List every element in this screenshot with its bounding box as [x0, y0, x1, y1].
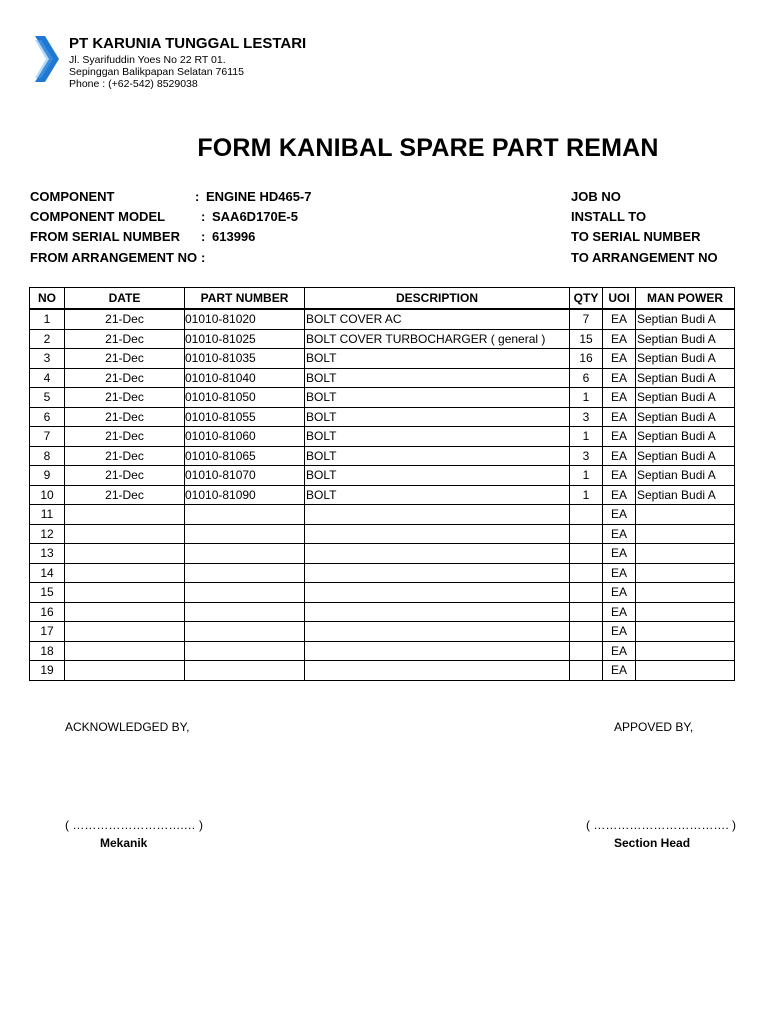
table-row: [30, 622, 735, 642]
cell-description: [305, 622, 570, 642]
cell-date: 21-Dec: [65, 329, 185, 349]
mekanik-signature-line: ( ……………………….… ): [65, 818, 203, 832]
cell-part-number: 01010-81070: [185, 466, 305, 486]
table-row: [30, 661, 735, 681]
cell-man-power: Septian Budi A: [636, 427, 735, 447]
cell-qty: [570, 524, 603, 544]
cell-date: 21-Dec: [65, 388, 185, 408]
table-row: [30, 641, 735, 661]
cell-man-power: Septian Budi A: [636, 309, 735, 329]
acknowledged-by-heading: ACKNOWLEDGED BY,: [65, 720, 190, 734]
cell-description: [305, 583, 570, 603]
cell-description: [305, 661, 570, 681]
info-value-component-model: SAA6D170E-5: [212, 209, 298, 224]
header-date: DATE: [65, 288, 185, 310]
cell-date: [65, 661, 185, 681]
cell-no: 2: [30, 329, 65, 349]
cell-man-power: [636, 602, 735, 622]
table-row: [30, 349, 735, 369]
cell-qty: 16: [570, 349, 603, 369]
cell-date: 21-Dec: [65, 309, 185, 329]
cell-date: 21-Dec: [65, 485, 185, 505]
cell-man-power: [636, 641, 735, 661]
cell-man-power: Septian Budi A: [636, 407, 735, 427]
info-sep-from-arrangement: :: [201, 250, 206, 265]
cell-no: 8: [30, 446, 65, 466]
cell-description: BOLT COVER AC: [305, 309, 570, 329]
cell-no: 5: [30, 388, 65, 408]
cell-part-number: 01010-81035: [185, 349, 305, 369]
cell-uoi: EA: [603, 466, 636, 486]
company-logo-icon: [33, 36, 61, 82]
cell-no: 7: [30, 427, 65, 447]
cell-no: 19: [30, 661, 65, 681]
cell-date: [65, 622, 185, 642]
cell-part-number: 01010-81050: [185, 388, 305, 408]
cell-man-power: Septian Budi A: [636, 446, 735, 466]
cell-no: 1: [30, 309, 65, 329]
cell-qty: [570, 583, 603, 603]
info-label-component-model: COMPONENT MODEL: [30, 209, 166, 224]
cell-description: [305, 641, 570, 661]
cell-no: 17: [30, 622, 65, 642]
table-row: [30, 485, 735, 505]
cell-uoi: EA: [603, 446, 636, 466]
cell-no: 10: [30, 485, 65, 505]
cell-part-number: 01010-81090: [185, 485, 305, 505]
cell-date: [65, 505, 185, 525]
cell-man-power: [636, 505, 735, 525]
cell-date: [65, 524, 185, 544]
cell-uoi: EA: [603, 407, 636, 427]
cell-date: 21-Dec: [65, 427, 185, 447]
cell-description: [305, 563, 570, 583]
table-row: [30, 309, 735, 329]
cell-qty: [570, 563, 603, 583]
cell-uoi: EA: [603, 661, 636, 681]
cell-part-number: [185, 563, 305, 583]
cell-description: [305, 602, 570, 622]
info-label-to-serial: TO SERIAL NUMBER: [571, 229, 701, 244]
cell-no: 6: [30, 407, 65, 427]
cell-description: BOLT: [305, 466, 570, 486]
cell-description: [305, 544, 570, 564]
cell-man-power: Septian Budi A: [636, 349, 735, 369]
cell-man-power: [636, 563, 735, 583]
cell-description: BOLT: [305, 427, 570, 447]
cell-uoi: EA: [603, 349, 636, 369]
info-label-install-to: INSTALL TO: [571, 209, 647, 224]
cell-part-number: 01010-81065: [185, 446, 305, 466]
cell-date: 21-Dec: [65, 368, 185, 388]
cell-no: 14: [30, 563, 65, 583]
cell-qty: 6: [570, 368, 603, 388]
cell-man-power: Septian Budi A: [636, 388, 735, 408]
info-sep-component-model: :: [201, 209, 206, 224]
cell-uoi: EA: [603, 583, 636, 603]
cell-part-number: [185, 622, 305, 642]
section-head-signature-line: ( ……………………………. ): [586, 818, 736, 832]
company-name: PT KARUNIA TUNGGAL LESTARI: [69, 35, 307, 52]
cell-no: 15: [30, 583, 65, 603]
cell-uoi: EA: [603, 622, 636, 642]
cell-uoi: EA: [603, 427, 636, 447]
info-label-to-arrangement: TO ARRANGEMENT NO: [571, 250, 718, 265]
cell-man-power: [636, 544, 735, 564]
info-value-from-serial: 613996: [212, 229, 256, 244]
cell-qty: [570, 661, 603, 681]
mekanik-role: Mekanik: [100, 836, 148, 850]
cell-description: [305, 505, 570, 525]
table-row: [30, 544, 735, 564]
cell-man-power: [636, 661, 735, 681]
cell-part-number: [185, 524, 305, 544]
cell-man-power: [636, 524, 735, 544]
cell-qty: 1: [570, 485, 603, 505]
cell-no: 3: [30, 349, 65, 369]
cell-no: 16: [30, 602, 65, 622]
header-qty: QTY: [570, 288, 603, 310]
info-label-from-serial: FROM SERIAL NUMBER: [30, 229, 180, 244]
company-address-line1: Jl. Syarifuddin Yoes No 22 RT 01.: [69, 54, 226, 66]
cell-date: [65, 583, 185, 603]
cell-man-power: [636, 583, 735, 603]
table-row: [30, 583, 735, 603]
table-row: [30, 466, 735, 486]
cell-qty: [570, 602, 603, 622]
info-label-from-arrangement: FROM ARRANGEMENT NO: [30, 250, 198, 265]
table-header-row: [30, 288, 735, 310]
company-phone: Phone : (+62-542) 8529038: [69, 78, 198, 90]
cell-qty: 15: [570, 329, 603, 349]
spare-part-table: [29, 287, 735, 681]
cell-uoi: EA: [603, 368, 636, 388]
cell-man-power: [636, 622, 735, 642]
header-man-power: MAN POWER: [636, 288, 735, 310]
info-label-job-no: JOB NO: [571, 189, 621, 204]
cell-part-number: 01010-81040: [185, 368, 305, 388]
cell-description: BOLT COVER TURBOCHARGER ( general ): [305, 329, 570, 349]
cell-date: [65, 544, 185, 564]
section-head-role: Section Head: [614, 836, 691, 850]
cell-qty: 3: [570, 446, 603, 466]
cell-uoi: EA: [603, 544, 636, 564]
cell-qty: 1: [570, 427, 603, 447]
header-description: DESCRIPTION: [305, 288, 570, 310]
cell-part-number: [185, 505, 305, 525]
header-uoi: UOI: [603, 288, 636, 310]
cell-uoi: EA: [603, 388, 636, 408]
info-sep-from-serial: :: [201, 229, 206, 244]
cell-date: [65, 563, 185, 583]
cell-uoi: EA: [603, 602, 636, 622]
cell-qty: 1: [570, 388, 603, 408]
cell-qty: 7: [570, 309, 603, 329]
cell-part-number: 01010-81020: [185, 309, 305, 329]
cell-uoi: EA: [603, 485, 636, 505]
cell-description: BOLT: [305, 485, 570, 505]
cell-part-number: [185, 544, 305, 564]
table-row: [30, 524, 735, 544]
cell-qty: [570, 544, 603, 564]
cell-uoi: EA: [603, 329, 636, 349]
cell-uoi: EA: [603, 309, 636, 329]
cell-description: BOLT: [305, 407, 570, 427]
table-row: [30, 388, 735, 408]
cell-date: 21-Dec: [65, 466, 185, 486]
cell-description: [305, 524, 570, 544]
cell-date: 21-Dec: [65, 349, 185, 369]
cell-part-number: 01010-81025: [185, 329, 305, 349]
info-value-component: ENGINE HD465-7: [206, 189, 312, 204]
approved-by-heading: APPOVED BY,: [614, 720, 694, 734]
cell-no: 9: [30, 466, 65, 486]
cell-uoi: EA: [603, 524, 636, 544]
cell-description: BOLT: [305, 446, 570, 466]
cell-date: 21-Dec: [65, 446, 185, 466]
cell-uoi: EA: [603, 641, 636, 661]
header-part-number: PART NUMBER: [185, 288, 305, 310]
cell-qty: [570, 622, 603, 642]
cell-qty: 3: [570, 407, 603, 427]
cell-man-power: Septian Budi A: [636, 485, 735, 505]
cell-part-number: [185, 602, 305, 622]
cell-no: 12: [30, 524, 65, 544]
cell-part-number: [185, 583, 305, 603]
cell-date: [65, 641, 185, 661]
info-sep-component: :: [195, 189, 200, 204]
table-row: [30, 602, 735, 622]
cell-description: BOLT: [305, 368, 570, 388]
cell-man-power: Septian Budi A: [636, 368, 735, 388]
cell-man-power: Septian Budi A: [636, 329, 735, 349]
cell-qty: [570, 641, 603, 661]
cell-part-number: 01010-81055: [185, 407, 305, 427]
table-row: [30, 427, 735, 447]
header-no: NO: [30, 288, 65, 310]
cell-date: 21-Dec: [65, 407, 185, 427]
table-row: [30, 368, 735, 388]
cell-description: BOLT: [305, 349, 570, 369]
table-row: [30, 563, 735, 583]
cell-no: 4: [30, 368, 65, 388]
cell-qty: 1: [570, 466, 603, 486]
cell-date: [65, 602, 185, 622]
cell-part-number: [185, 661, 305, 681]
cell-uoi: EA: [603, 563, 636, 583]
table-row: [30, 446, 735, 466]
table-row: [30, 407, 735, 427]
cell-qty: [570, 505, 603, 525]
table-body: [30, 309, 735, 680]
table-row: [30, 329, 735, 349]
cell-no: 18: [30, 641, 65, 661]
cell-part-number: 01010-81060: [185, 427, 305, 447]
cell-description: BOLT: [305, 388, 570, 408]
cell-no: 13: [30, 544, 65, 564]
form-title: FORM KANIBAL SPARE PART REMAN: [197, 134, 659, 162]
table-row: [30, 505, 735, 525]
cell-no: 11: [30, 505, 65, 525]
cell-uoi: EA: [603, 505, 636, 525]
info-label-component: COMPONENT: [30, 189, 115, 204]
cell-man-power: Septian Budi A: [636, 466, 735, 486]
company-address-line2: Sepinggan Balikpapan Selatan 76115: [69, 66, 244, 78]
cell-part-number: [185, 641, 305, 661]
